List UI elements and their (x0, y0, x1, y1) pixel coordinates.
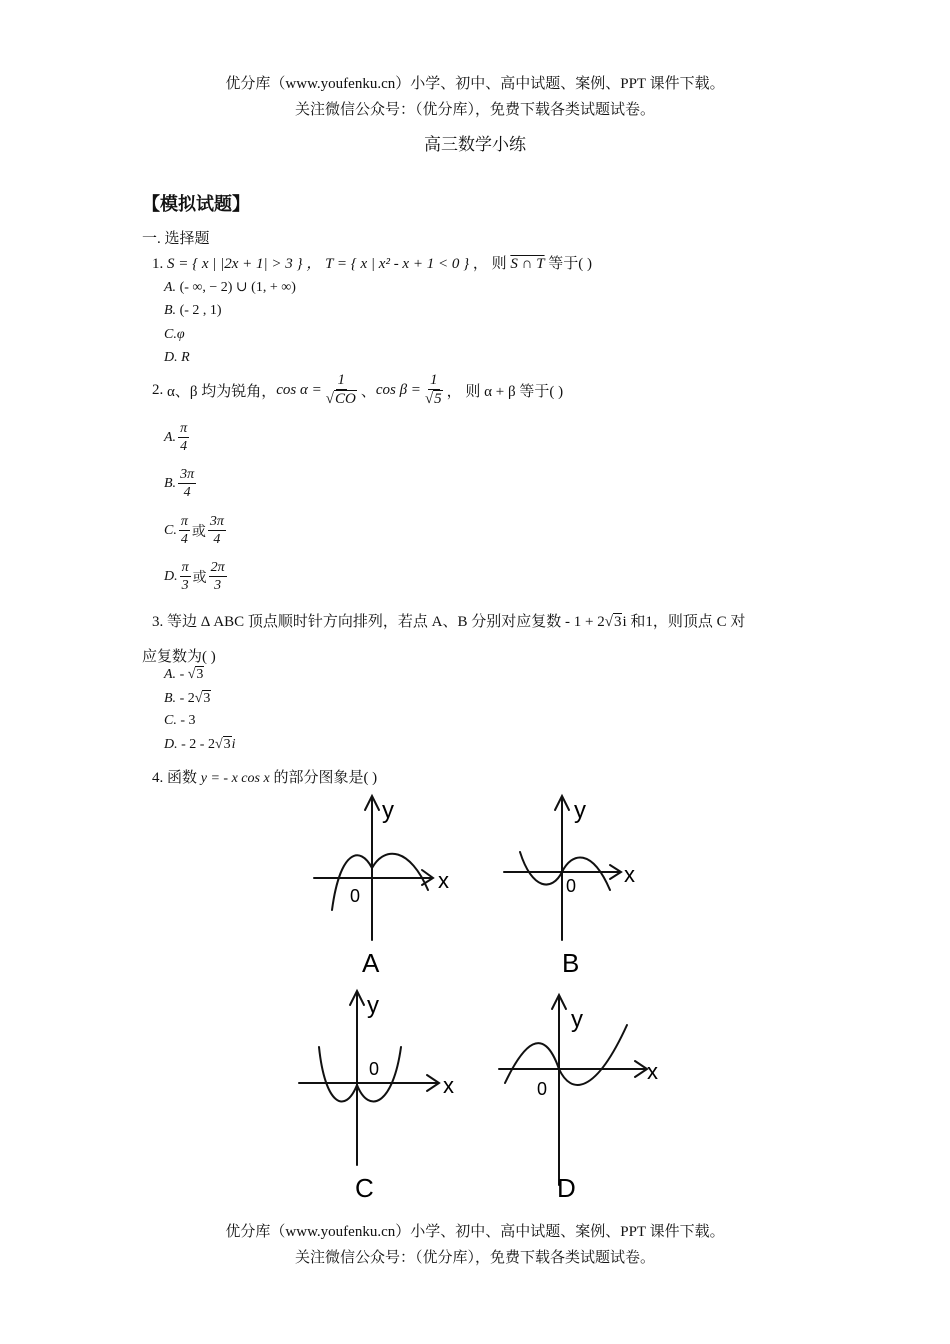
q1-set-s: S = { x | |2x + 1| > 3 } (167, 256, 303, 272)
q2-cos-alpha: cos α = (276, 381, 322, 398)
q2-fraction-2: $\frac{1}{√5}$ (424, 372, 442, 407)
graph-a-y-label: y (382, 797, 394, 824)
question-1 (152, 252, 592, 273)
q2-number: 2. (152, 381, 164, 398)
part-heading: 一. 选择题 (142, 231, 210, 247)
q2-cos-beta: cos β = (375, 381, 421, 398)
q2-option-d: D. $\frac{\pi}{3}$ 或 $\frac{2\pi}{3}$ (164, 560, 225, 593)
q2-lead: α、β 均为锐角， (167, 383, 277, 400)
q3-option-d: D. - 2 - 2√3i (164, 737, 236, 752)
q2-then: ， 则 α + β 等于( ) (446, 383, 564, 400)
q1-set-t: ， T = { x | x² - x + 1 < 0 } (306, 256, 470, 272)
q2-option-c: C. $\frac{\pi}{4}$ 或 $\frac{3\pi}{4}$ (164, 514, 224, 547)
q2-fraction-1: $\frac{1}{√CO}$ (325, 372, 356, 407)
graph-a-x-label: x (438, 868, 449, 893)
q3-option-b: B. - 2√3 (164, 691, 211, 706)
q1-complement-set: S ∩ T (510, 256, 545, 272)
graph-c (295, 985, 475, 1205)
graph-a (310, 790, 470, 980)
graph-c-curve (319, 1047, 401, 1101)
graph-d (495, 985, 675, 1205)
q2-separator: 、 (360, 383, 376, 400)
page-title: 高三数学小练 (424, 135, 526, 154)
question-3-line-2: 应复数为( ) (142, 649, 216, 665)
question-4: 4. 函数 y = - x cos x 的部分图象是( ) (152, 770, 378, 786)
q2-option-a: A. $\frac{\pi}{4}$ (164, 421, 188, 454)
q1-option-c: C.φ (164, 327, 185, 342)
q1-option-d: D. R (164, 350, 190, 365)
graph-c-y-label: y (367, 992, 379, 1019)
graph-b-y-label: y (574, 797, 586, 824)
graph-b-origin: 0 (566, 876, 577, 896)
graph-a-origin: 0 (350, 886, 361, 906)
graph-d-y-label: y (571, 1006, 583, 1033)
graph-b-x-label: x (624, 862, 635, 887)
header-line-1: 优分库（www.youfenku.cn）小学、初中、高中试题、案例、PPT 课件下载。 (225, 76, 725, 92)
graph-b-caption: B (562, 948, 580, 978)
q3-option-a: A. - √3 (164, 667, 204, 682)
graph-c-caption: C (355, 1173, 374, 1203)
graph-a-curve (332, 854, 428, 910)
q2-option-b: B. $\frac{3\pi}{4}$ (164, 467, 195, 500)
q4-function: y = - x cos x (200, 771, 270, 786)
question-3-line-1: 3. 等边 Δ ABC 顶点顺时针方向排列，若点 A、B 分别对应复数 - 1 + 2√3i 和1，则顶点 C 对 (152, 614, 746, 630)
header-line-2: 关注微信公众号：（优分库），免费下载各类试题试卷。 (294, 102, 655, 118)
graph-c-x-label: x (443, 1073, 454, 1098)
graph-d-curve (505, 1025, 627, 1085)
graph-c-origin: 0 (369, 1059, 380, 1079)
q1-option-a: A. (- ∞, − 2) ∪ (1, + ∞) (164, 280, 296, 295)
footer-line-2: 关注微信公众号：（优分库），免费下载各类试题试卷。 (294, 1250, 655, 1266)
graph-d-caption: D (557, 1173, 576, 1203)
q3-option-c: C. - 3 (164, 713, 196, 728)
q1-then: ， 则 (472, 256, 507, 272)
graph-d-origin: 0 (537, 1079, 548, 1099)
q1-tail: 等于( ) (548, 256, 593, 272)
question-2 (152, 372, 563, 408)
graph-d-x-label: x (647, 1059, 658, 1084)
q1-option-b: B. (- 2 , 1) (164, 303, 222, 318)
graph-a-caption: A (362, 948, 380, 978)
graph-b (500, 790, 660, 980)
footer-line-1: 优分库（www.youfenku.cn）小学、初中、高中试题、案例、PPT 课件下载。 (225, 1224, 725, 1240)
section-heading: 【模拟试题】 (142, 194, 250, 214)
q1-number: 1. (152, 256, 164, 272)
